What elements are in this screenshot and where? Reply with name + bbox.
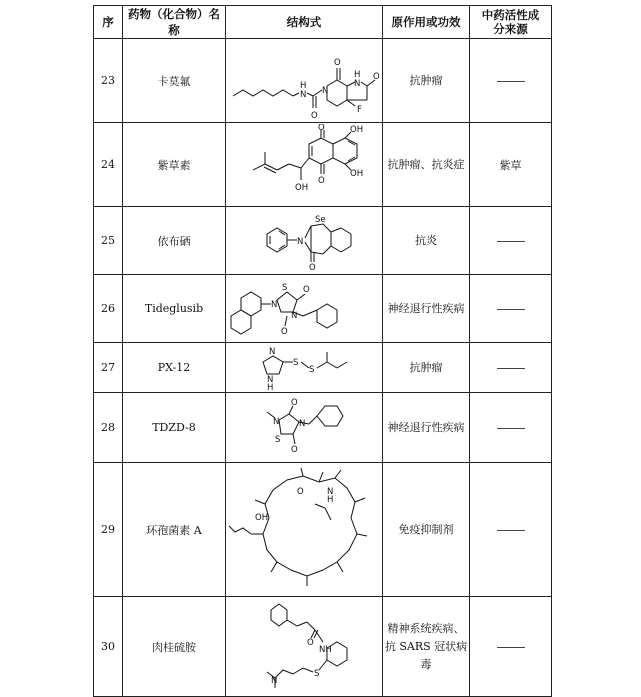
dash-placeholder xyxy=(497,428,525,429)
header-seq: 序 xyxy=(94,6,123,39)
atom-label: N xyxy=(353,78,360,89)
atom-label: O xyxy=(290,444,298,455)
dash-placeholder xyxy=(497,530,525,531)
tcm-source xyxy=(470,207,552,275)
atom-label: O xyxy=(306,637,314,648)
atom-label: H xyxy=(299,80,306,91)
tdzd8-structure xyxy=(227,394,382,462)
structure-cell xyxy=(226,463,383,597)
structure-cell xyxy=(226,39,383,123)
row-number: 26 xyxy=(94,275,123,343)
atom-label: N xyxy=(290,310,297,321)
atom-label: OH xyxy=(349,124,363,135)
row-number: 24 xyxy=(94,123,123,207)
tcm-source xyxy=(470,393,552,463)
atom-label: N xyxy=(272,416,279,427)
original-use: 神经退行性疾病 xyxy=(383,275,470,343)
dash-placeholder xyxy=(497,81,525,82)
atom-label: O xyxy=(310,110,318,121)
atom-label: O xyxy=(296,486,304,497)
dash-placeholder xyxy=(497,647,525,648)
atom-label: N xyxy=(299,89,306,100)
atom-label: O xyxy=(302,284,310,295)
original-use: 免疫抑制剂 xyxy=(383,463,470,597)
atom-label: N xyxy=(321,85,328,96)
atom-label: N xyxy=(266,374,273,385)
structure-cell xyxy=(226,275,383,343)
table-row xyxy=(94,393,552,463)
drug-name: Tideglusib xyxy=(123,275,226,343)
atom-label: S xyxy=(281,282,287,293)
atom-label: NH xyxy=(318,644,332,655)
table-row xyxy=(94,39,552,123)
atom-label: OH xyxy=(254,512,268,523)
atom-label: S xyxy=(313,668,319,679)
original-use: 神经退行性疾病 xyxy=(383,393,470,463)
atom-label: H xyxy=(353,69,360,80)
row-number: 30 xyxy=(94,597,123,697)
atom-label: OH xyxy=(294,182,308,193)
table-row xyxy=(94,207,552,275)
original-use: 抗肿瘤 xyxy=(383,39,470,123)
atom-label: O xyxy=(290,397,298,408)
row-number: 27 xyxy=(94,343,123,393)
structure-cell xyxy=(226,597,383,697)
atom-label: N xyxy=(326,486,333,497)
original-use: 抗肿瘤、抗炎症 xyxy=(383,123,470,207)
structure-cell xyxy=(226,207,383,275)
atom-label: N xyxy=(296,236,303,247)
atom-label: Se xyxy=(314,214,326,225)
ebselen-structure xyxy=(227,208,382,274)
atom-label: OH xyxy=(349,168,363,179)
original-use: 精神系统疾病、抗 SARS 冠状病毒 xyxy=(383,597,470,697)
drug-name: 环孢菌素 A xyxy=(123,463,226,597)
structure-cell xyxy=(226,123,383,207)
structure-cell xyxy=(226,343,383,393)
atom-label: O xyxy=(333,57,341,68)
atom-label: S xyxy=(274,434,280,445)
atom-label: F xyxy=(356,104,362,115)
atom-label: O xyxy=(317,123,325,133)
drug-table xyxy=(93,5,552,697)
atom-label: O xyxy=(317,175,325,186)
table-row xyxy=(94,597,552,697)
drug-name: 依布硒 xyxy=(123,207,226,275)
tcm-source xyxy=(470,463,552,597)
row-number: 23 xyxy=(94,39,123,123)
px12-structure xyxy=(227,344,382,392)
header-tcm-source-line2: 分来源 xyxy=(493,22,528,36)
tcm-source xyxy=(470,597,552,697)
row-number: 29 xyxy=(94,463,123,597)
header-structure: 结构式 xyxy=(226,6,383,39)
header-original-use: 原作用或功效 xyxy=(383,6,470,39)
header-tcm-source xyxy=(470,6,552,39)
atom-label: S xyxy=(308,364,314,375)
drug-name: 紫草素 xyxy=(123,123,226,207)
atom-label: N xyxy=(270,675,277,686)
original-use: 抗炎 xyxy=(383,207,470,275)
atom-label: O xyxy=(308,262,316,273)
atom-label: O xyxy=(280,326,288,337)
table-row xyxy=(94,463,552,597)
table-row xyxy=(94,275,552,343)
header-row xyxy=(94,6,552,39)
dash-placeholder xyxy=(497,241,525,242)
drug-name: 肉桂硫胺 xyxy=(123,597,226,697)
atom-label: S xyxy=(292,357,298,368)
table-row xyxy=(94,343,552,393)
tcm-source xyxy=(470,275,552,343)
dash-placeholder xyxy=(497,309,525,310)
drug-name: PX-12 xyxy=(123,343,226,393)
tideglusib-structure xyxy=(227,276,382,342)
atom-label: N xyxy=(270,299,277,310)
drug-name: 卡莫氟 xyxy=(123,39,226,123)
header-tcm-source-line1: 中药活性成 xyxy=(481,8,540,22)
tcm-source xyxy=(470,39,552,123)
table-row xyxy=(94,123,552,207)
atom-label: O xyxy=(372,71,380,82)
carmofur-structure xyxy=(227,40,382,122)
structure-cell xyxy=(226,393,383,463)
row-number: 28 xyxy=(94,393,123,463)
header-name: 药物（化合物）名称 xyxy=(123,6,226,39)
atom-label: H xyxy=(326,494,333,505)
drug-name: TDZD-8 xyxy=(123,393,226,463)
dash-placeholder xyxy=(497,368,525,369)
atom-label: N xyxy=(298,418,305,429)
tcm-source xyxy=(470,343,552,393)
atom-label: N xyxy=(268,346,275,357)
atom-label: H xyxy=(266,382,273,392)
row-number: 25 xyxy=(94,207,123,275)
shikonin-structure xyxy=(227,124,382,206)
original-use: 抗肿瘤 xyxy=(383,343,470,393)
tcm-source: 紫草 xyxy=(470,123,552,207)
cyclosporin-structure xyxy=(227,464,382,596)
cinanserin-structure xyxy=(227,598,382,696)
